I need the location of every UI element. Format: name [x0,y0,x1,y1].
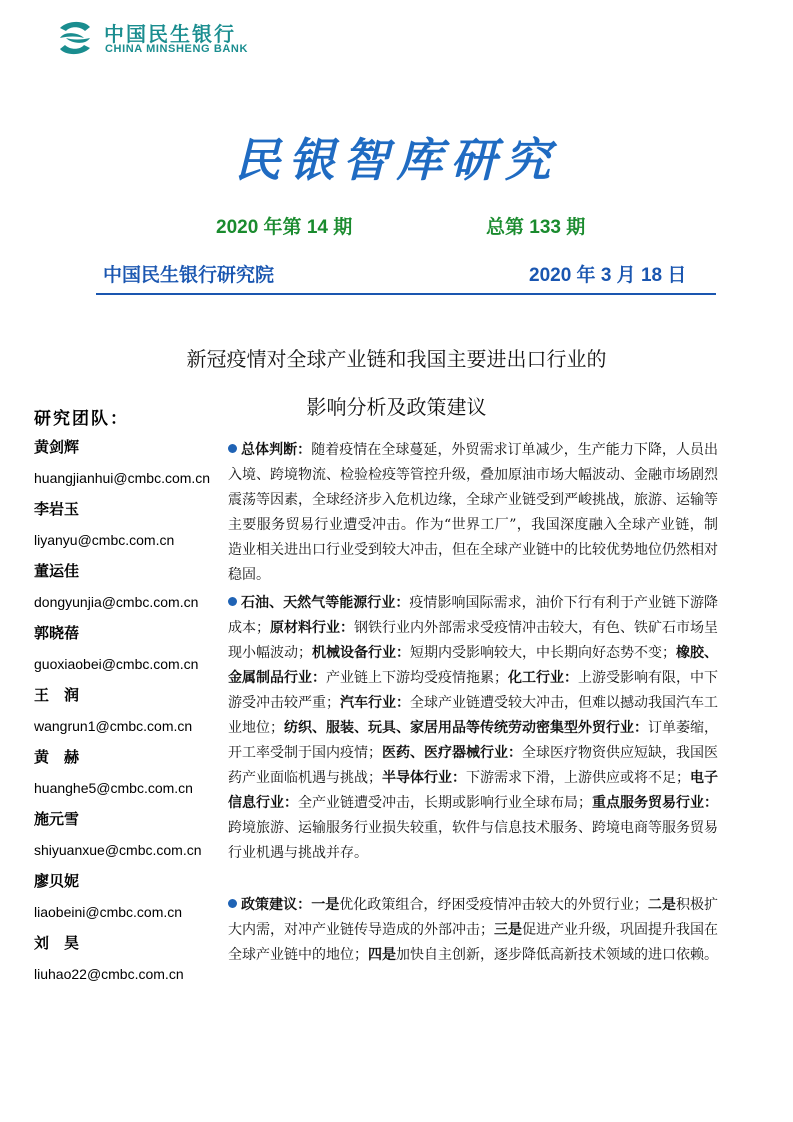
publication-date: 2020 年 3 月 18 日 [529,265,687,286]
bullet-icon [228,899,237,908]
team-member [34,618,214,680]
bullet-icon [228,444,237,453]
member-email[interactable]: huanghe5@cmbc.com.cn [34,780,193,796]
report-title-line2: 影响分析及政策建议 [306,395,487,419]
member-email[interactable]: liyanyu@cmbc.com.cn [34,532,175,548]
policy-item-label: 四是 [368,947,396,963]
bank-name-english: CHINA MINSHENG BANK [105,43,248,55]
overall-judgement [228,438,718,588]
sector-text: 全产业链遭受冲击，长期或影响行业全球布局； [298,795,592,811]
member-email[interactable]: dongyunjia@cmbc.com.cn [34,594,199,610]
policy-item-text: 加快自主创新，逐步降低高新技术领域的进口依赖。 [396,947,718,963]
team-member [34,928,214,990]
sector-text: 跨境旅游、运输服务行业损失较重，软件与信息技术服务、跨境电商等服务贸易行业机遇与挑战并存。 [228,820,718,861]
team-member [34,556,214,618]
team-member [34,804,214,866]
policy-item-label: 一是 [311,897,340,913]
sector-label: 机械设备行业： [312,645,410,661]
team-member [34,680,214,742]
sector-text: 下游需求下滑，上游供应或将不足； [466,770,690,786]
sector-text: 疫情影响国际需求，油价下行有利于产业链下游降成本； [228,595,719,636]
report-title-line1: 新冠疫情对全球产业链和我国主要进出口行业的 [186,347,607,371]
policy-label: 政策建议： [241,897,312,913]
policy-item-text: 促进产业升级，巩固提升我国在全球产业链中的地位； [228,922,718,963]
sector-label: 纺织、服装、玩具、家居用品等传统劳动密集型外贸行业： [284,720,648,736]
sector-text: 产业链上下游均受疫情拖累； [326,670,508,686]
sector-text: 全球产业链遭受较大冲击，但难以撼动我国汽车工业地位； [228,695,718,736]
member-name: 郭晓蓓 [34,624,80,642]
sector-label: 半导体行业： [382,770,466,786]
member-name: 施元雪 [34,810,80,828]
sector-label: 原材料行业： [270,620,354,636]
policy-item-text: 优化政策组合，纾困受疫情冲击较大的外贸行业； [339,897,648,913]
member-name: 董运佳 [34,562,80,580]
sector-label: 石油、天然气等能源行业： [241,595,410,611]
member-name: 刘 昊 [34,934,80,952]
member-email[interactable]: guoxiaobei@cmbc.com.cn [34,656,199,672]
sector-label: 医药、医疗器械行业： [382,745,522,761]
sector-label: 化工行业： [508,670,578,686]
member-name: 黄剑辉 [34,438,80,456]
member-name: 廖贝妮 [34,872,80,890]
overall-text: 随着疫情在全球蔓延，外贸需求订单减少，生产能力下降，人员出入境、跨境物流、检验检疫等管控升级，叠加原油市场大幅波动、金融市场剧烈震荡等因素，全球经济步入危机边缘，全球产业链受到严峻挑战，旅游、运输等主要服务贸易行业遭受冲击。作为“世界工厂”，我国深度融入全球产业链，制造业相关进出口行业受到较大冲击，但在全球产业链中的比较优势地位仍然相对稳固。 [228,442,719,583]
sector-text: 订单萎缩，开工率受制于国内疫情； [228,720,718,761]
header-divider [96,293,716,295]
bank-name-chinese: 中国民生银行 [104,22,236,46]
member-email[interactable]: huangjianhui@cmbc.com.cn [34,470,211,486]
team-member [34,742,214,804]
team-member [34,432,214,494]
bullet-icon [228,597,237,606]
member-email[interactable]: liuhao22@cmbc.com.cn [34,966,184,982]
policy-item-text: 积极扩大内需，对冲产业链传导造成的外部冲击； [228,897,719,938]
sector-text: 短期内受影响较大，中长期向好态势不变； [410,645,676,661]
member-name: 李岩玉 [34,500,80,518]
issue-total: 总第 133 期 [486,217,586,238]
publication-title: 民银智库研究 [234,133,559,187]
team-label: 研究团队： [34,409,129,429]
minsheng-logo-icon [54,19,96,57]
team-member [34,494,214,556]
sector-label: 汽车行业： [340,695,410,711]
sector-label: 重点服务贸易行业： [592,795,718,811]
policy-item-label: 二是 [647,897,676,913]
member-email[interactable]: liaobeini@cmbc.com.cn [34,904,183,920]
sector-label: 橡胶、金属制品行业： [228,645,718,686]
member-email[interactable]: wangrun1@cmbc.com.cn [34,718,193,734]
sector-label: 电子信息行业： [228,770,718,811]
institute-name: 中国民生银行研究院 [103,264,275,286]
member-email[interactable]: shiyuanxue@cmbc.com.cn [34,842,202,858]
team-member [34,866,214,928]
sector-analysis [228,591,718,866]
sector-text: 上游受影响有限，中下游受冲击较严重； [228,670,718,711]
member-name: 黄 赫 [34,748,80,766]
issue-number: 2020 年第 14 期 [216,217,353,238]
member-name: 王 润 [34,686,80,704]
policy-item-label: 三是 [494,922,522,938]
team-list [34,432,214,990]
policy-suggestions [228,893,718,968]
sector-text: 钢铁行业内外部需求受疫情冲击较大，有色、铁矿石市场呈现小幅波动； [228,620,718,661]
overall-label: 总体判断： [241,442,312,458]
sector-text: 全球医疗物资供应短缺，我国医药产业面临机遇与挑战； [228,745,718,786]
